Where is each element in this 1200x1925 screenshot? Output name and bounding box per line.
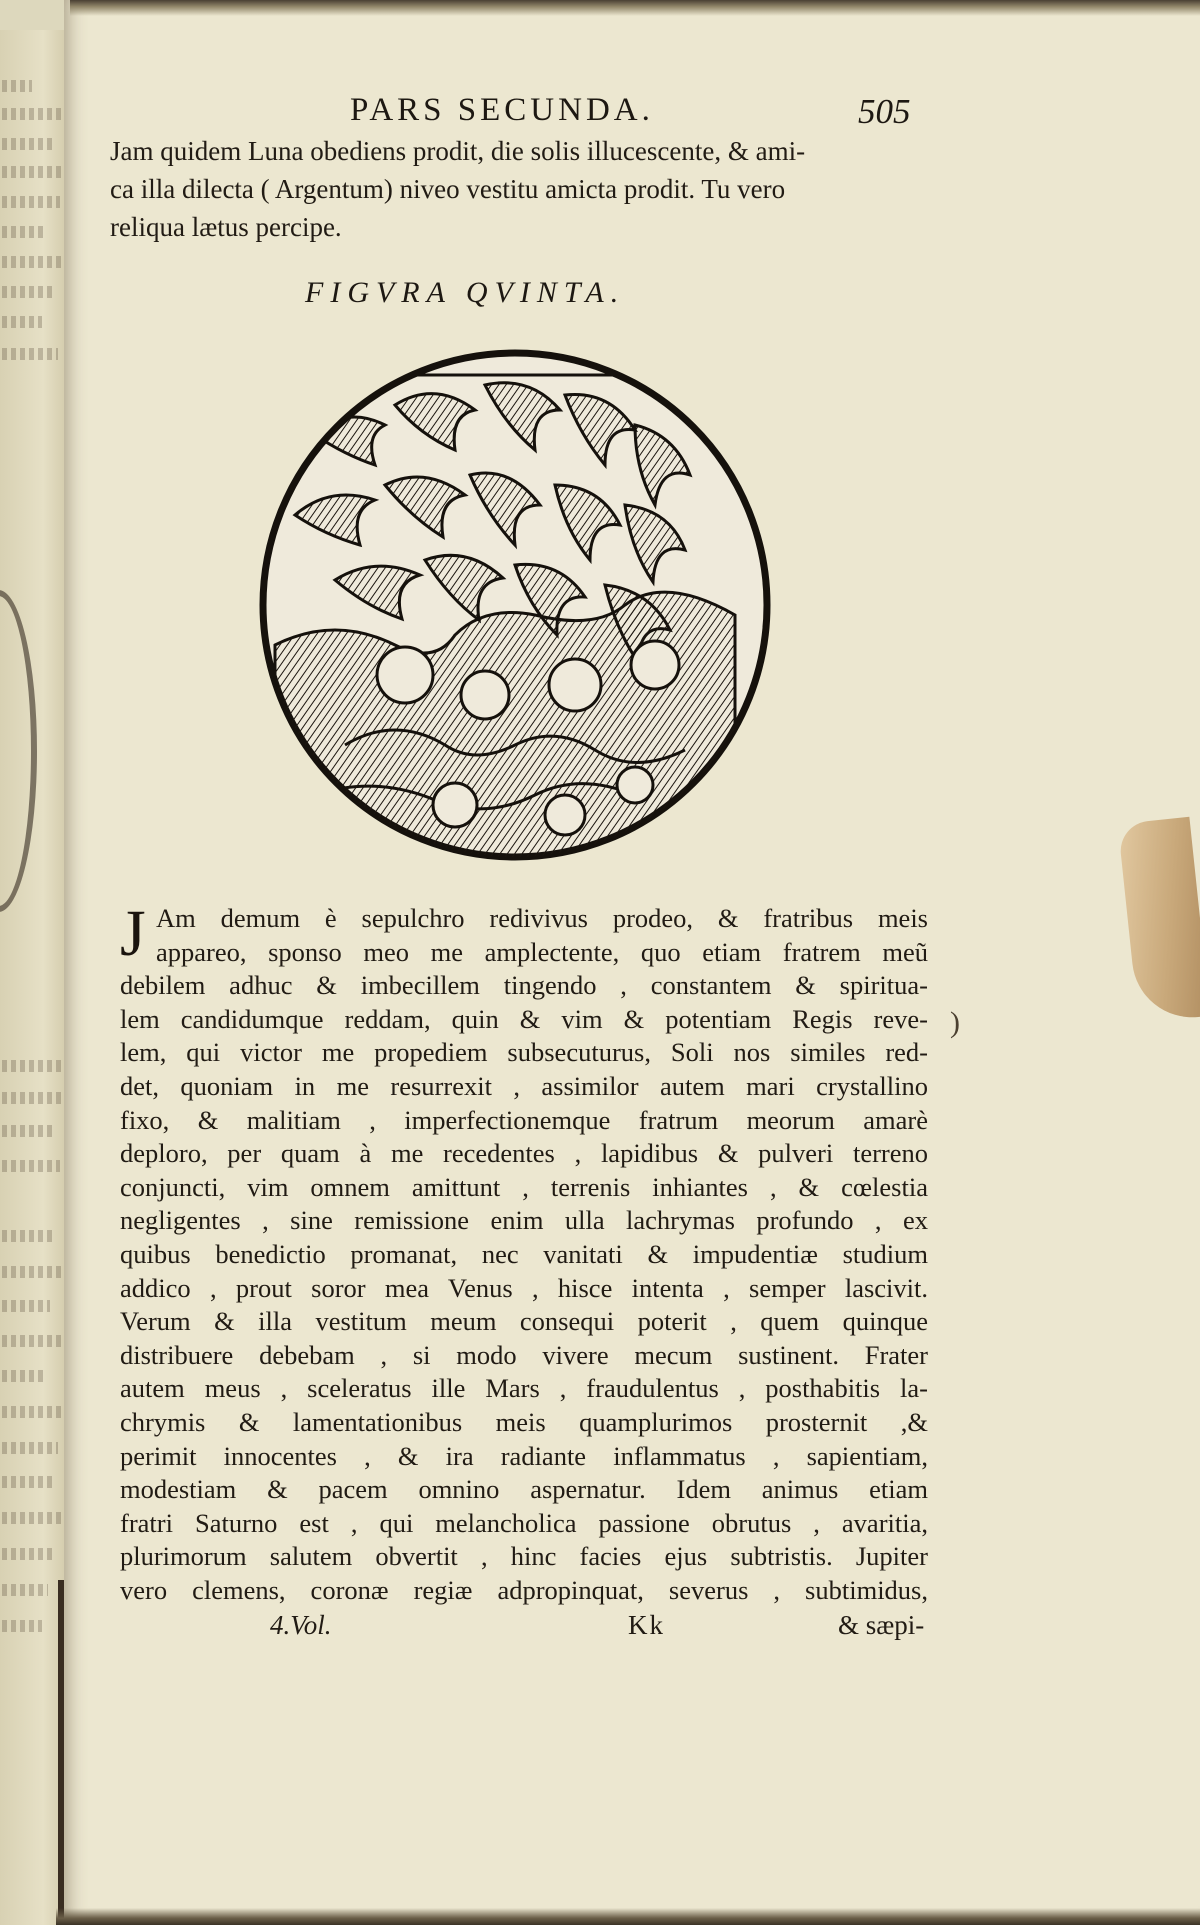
intro-line: reliqua lætus percipe. — [110, 212, 342, 242]
bleed-through-text — [2, 1620, 42, 1632]
bleed-through-text — [2, 166, 66, 178]
body-line: perimit innocentes , & ira radiante inflammatus , sapientiam, — [120, 1440, 928, 1471]
body-line: autem meus , sceleratus ille Mars , fraudulentus , posthabitis la- — [120, 1373, 928, 1404]
volume-signature: 4.Vol. — [270, 1610, 332, 1640]
bleed-through-text — [2, 1406, 66, 1418]
bleed-through-text — [2, 1370, 46, 1382]
bleed-through-text — [2, 286, 52, 298]
bleed-through-text — [2, 316, 42, 328]
body-line: deploro, per quam à me recedentes , lapidibus & pulveri terreno — [120, 1138, 928, 1169]
body-line: chrymis & lamentationibus meis quamplurimos prosternit ,& — [120, 1406, 928, 1437]
bleed-through-text — [2, 1266, 66, 1278]
bleed-through-text — [2, 1512, 66, 1524]
bleed-through-text — [2, 196, 60, 208]
body-line: fratri Saturno est , qui melancholica passione obrutus , avaritia, — [120, 1507, 928, 1538]
beasts-group — [275, 592, 735, 865]
body-line: lem, qui victor me propediem subsecuturus, Soli nos similes red- — [120, 1037, 928, 1068]
intro-paragraph — [110, 132, 925, 246]
body-line: Am demum è sepulchro redivivus prodeo, & fratribus meis — [156, 903, 928, 933]
bleed-through-text — [2, 80, 32, 92]
page-number: 505 — [858, 92, 911, 131]
bleed-through-text — [2, 1092, 66, 1104]
intro-line: ca illa dilecta ( Argentum) niveo vestitu amicta prodit. Tu vero — [110, 174, 786, 204]
bleed-through-text — [2, 108, 66, 120]
bleed-through-text — [2, 1125, 52, 1137]
bleed-through-text — [2, 256, 66, 268]
figure-title: FIGVRA QVINTA. — [305, 276, 626, 309]
body-line: debilem adhuc & imbecillem tingendo , constantem & spiritua- — [120, 970, 928, 1001]
bleed-through-text — [2, 1548, 56, 1560]
catchword: & sæpi- — [838, 1610, 925, 1640]
running-head: PARS SECUNDA. — [350, 92, 654, 128]
gathering-signature: Kk — [628, 1610, 665, 1640]
page-bottom-edge — [56, 1908, 1200, 1925]
bleed-through-text — [2, 1584, 48, 1596]
body-line: conjuncti, vim omnem amittunt , terrenis inhiantes , & cœlestia — [120, 1171, 928, 1202]
body-line: addico , prout soror mea Venus , hisce intenta , semper lascivit. — [120, 1272, 928, 1303]
bleed-through-text — [2, 138, 54, 150]
bleed-through-text — [2, 1060, 62, 1072]
bleed-through-text — [2, 1476, 52, 1488]
body-line: plurimorum salutem obvertit , hinc facies ejus subtristis. Jupiter — [120, 1541, 928, 1572]
body-line: negligentes , sine remissione enim ulla lachrymas profundo , ex — [120, 1205, 928, 1236]
body-line: quibus benedictio promanat, nec vanitati & impudentiæ studium — [120, 1238, 928, 1269]
bleed-through-text — [2, 1300, 50, 1312]
page-top-shadow — [70, 0, 1200, 16]
facing-page-emblem — [0, 590, 37, 912]
body-line: appareo, sponso meo me amplectente, quo etiam fratrem meũ — [156, 936, 928, 967]
body-line: vero clemens, coronæ regiæ adpropinquat, severus , subtimidus, — [120, 1574, 928, 1605]
body-line: lem candidumque reddam, quin & vim & potentiam Regis reve- — [120, 1003, 928, 1034]
body-line: distribuere debebam , si modo vivere mecum sustinent. Frater — [120, 1339, 928, 1370]
body-line: fixo, & malitiam , imperfectionemque fratrum meorum amarè — [120, 1104, 928, 1135]
bleed-through-text — [2, 1442, 58, 1454]
bleed-through-text — [2, 226, 46, 238]
bleed-through-text — [2, 1230, 54, 1242]
body-line: det, quoniam in me resurrexit , assimilor autem mari crystallino — [120, 1070, 928, 1101]
bleed-through-text — [2, 348, 58, 360]
bleed-through-text — [2, 1335, 62, 1347]
body-line: modestiam & pacem omnino aspernatur. Idem animus etiam — [120, 1474, 928, 1505]
body-line: Verum & illa vestitum meum consequi poterit , quem quinque — [120, 1306, 928, 1337]
bleed-through-text — [2, 1160, 60, 1172]
woodcut-roundel — [255, 345, 775, 870]
woodcut-illustration — [255, 345, 775, 865]
margin-pencil-mark: ) — [950, 1006, 960, 1039]
intro-line: Jam quidem Luna obediens prodit, die solis illucescente, & ami- — [110, 136, 806, 166]
drop-cap: J — [120, 897, 146, 970]
main-paragraph — [120, 897, 928, 1607]
